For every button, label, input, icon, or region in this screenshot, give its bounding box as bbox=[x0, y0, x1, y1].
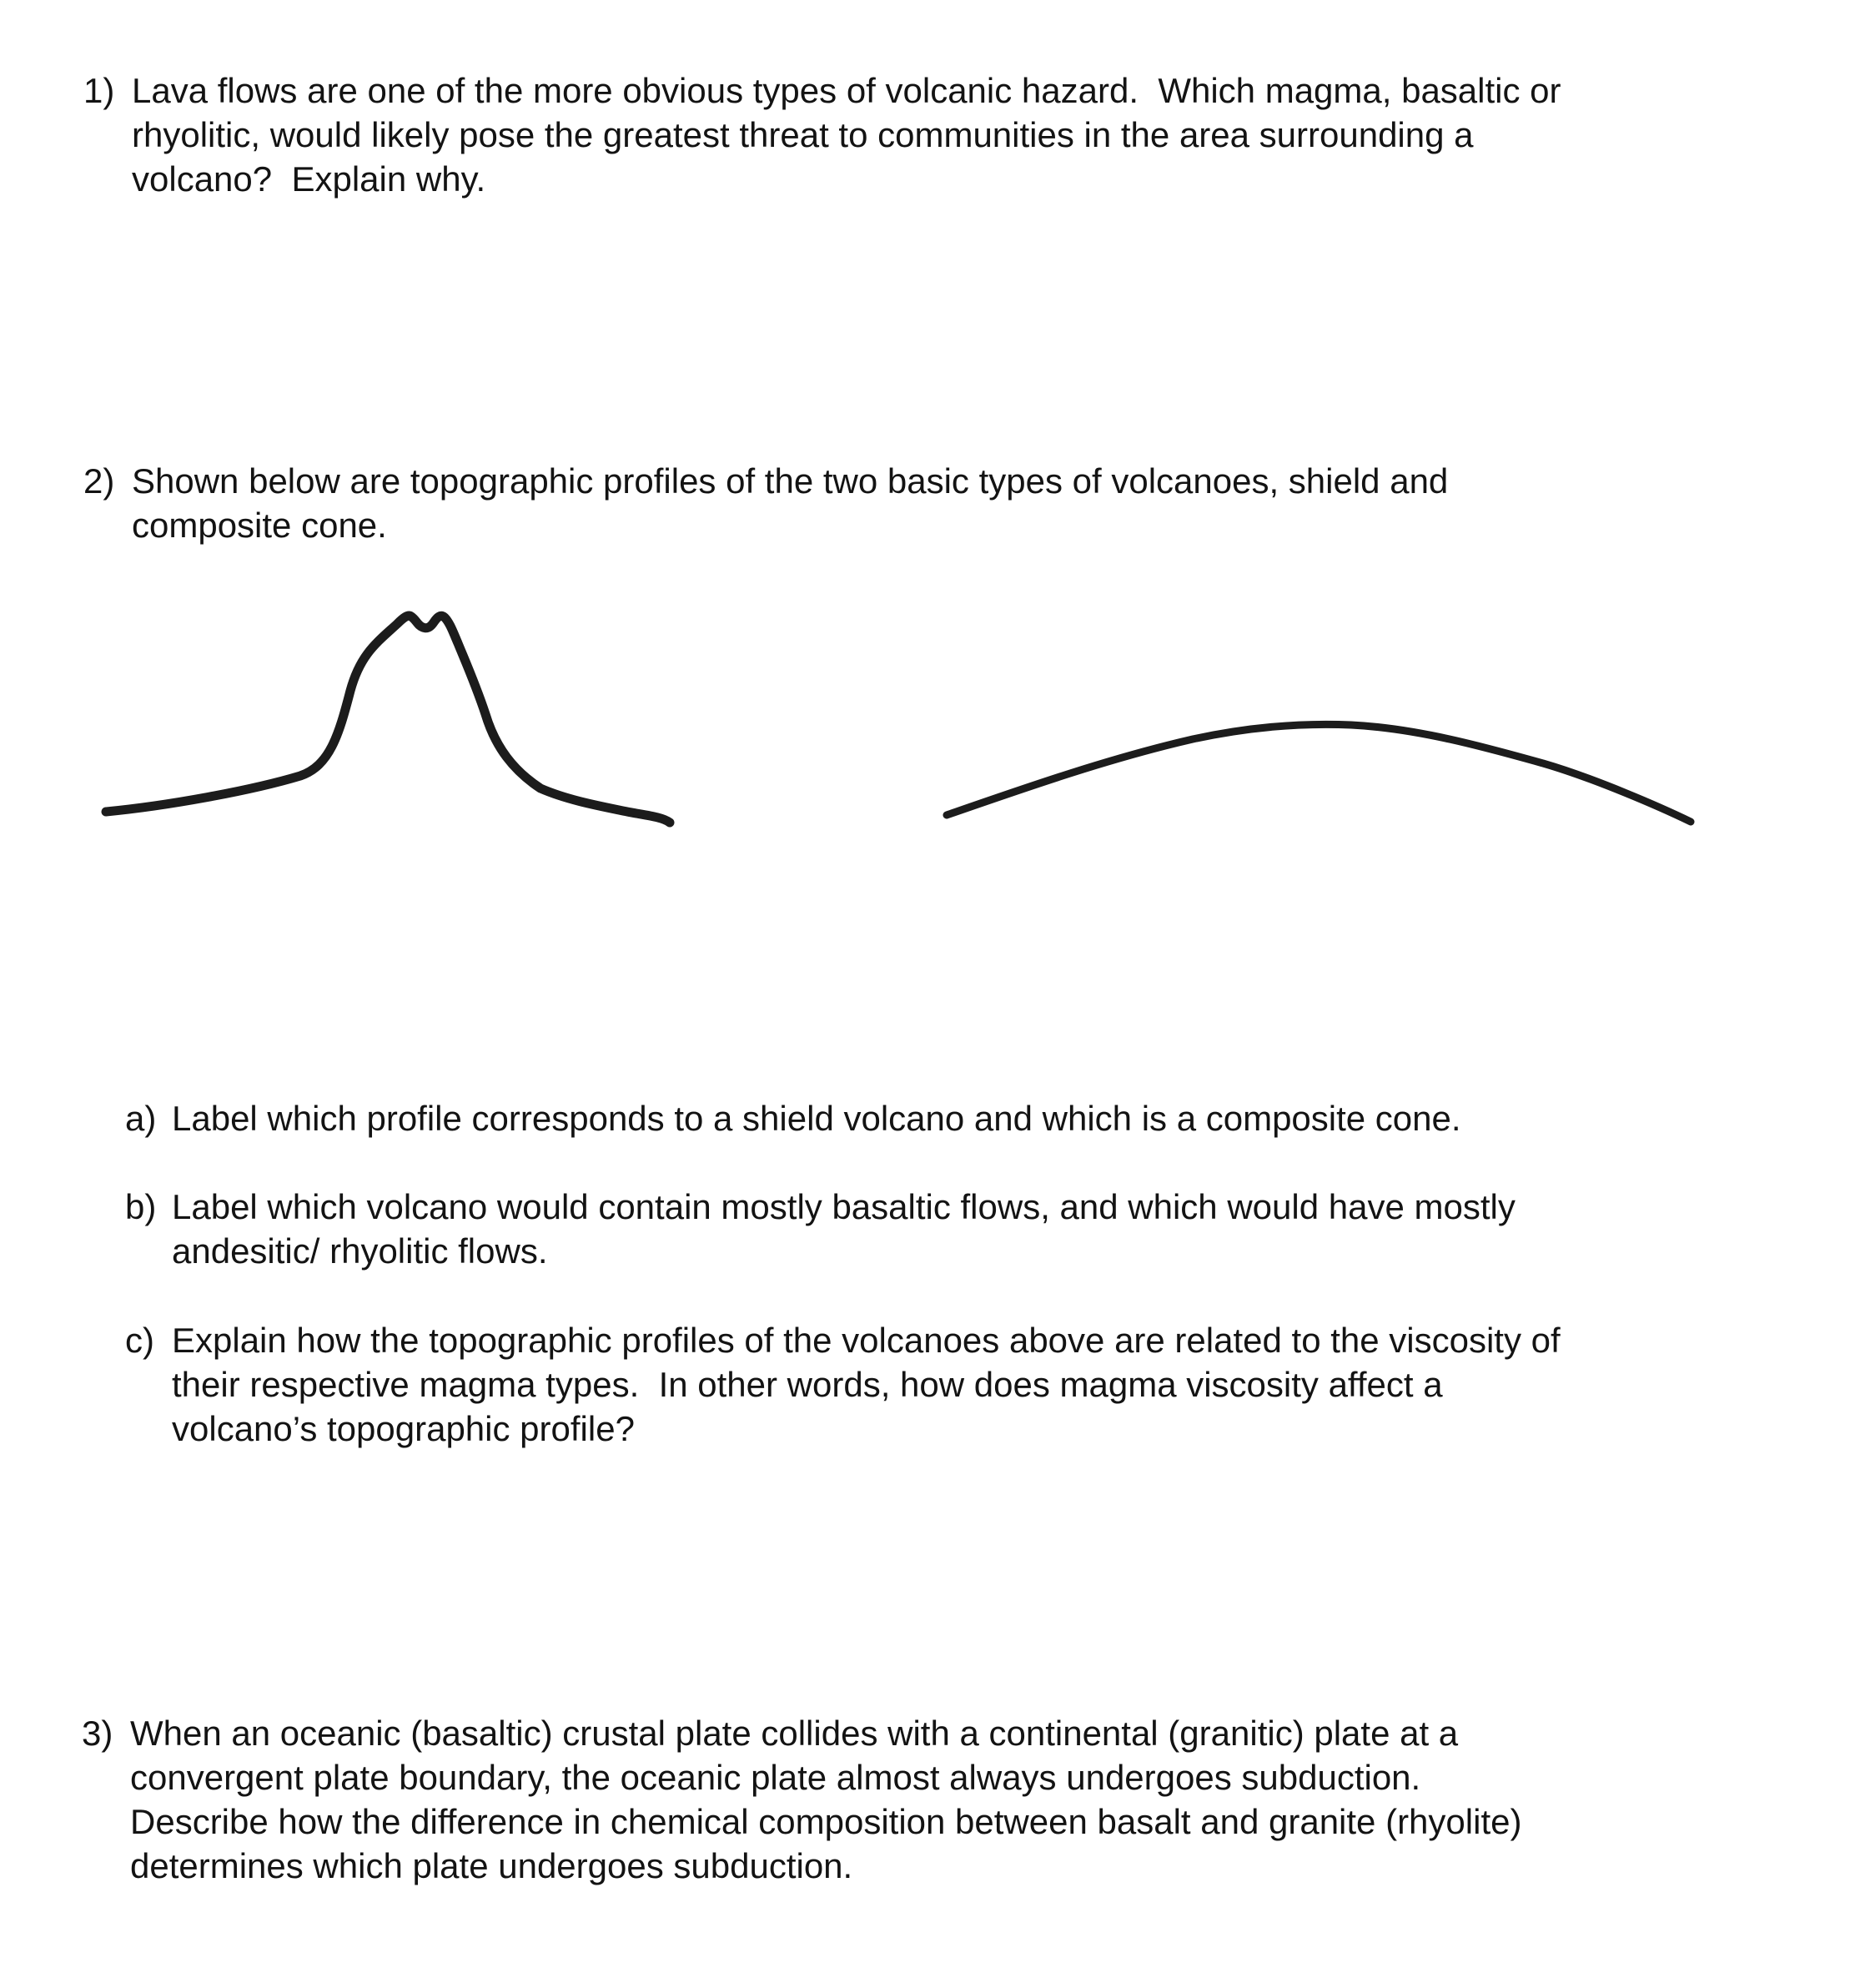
shield-volcano-profile-drawing bbox=[947, 724, 1691, 822]
question-2c-line-3: volcano’s topographic profile? bbox=[172, 1409, 635, 1448]
question-3-number: 3) bbox=[82, 1714, 113, 1753]
question-2-number: 2) bbox=[83, 461, 115, 501]
question-1-line-1: Lava flows are one of the more obvious types of volcanic hazard. Which magma, basaltic or bbox=[132, 71, 1561, 110]
question-2c-line-1: Explain how the topographic profiles of the volcanoes above are related to the viscosity of bbox=[172, 1321, 1561, 1360]
question-3-line-3: Describe how the difference in chemical composition between basalt and granite (rhyolite) bbox=[130, 1802, 1522, 1841]
question-3-line-1: When an oceanic (basaltic) crustal plate collides with a continental (granitic) plate at a bbox=[130, 1714, 1459, 1753]
question-1-line-3: volcano? Explain why. bbox=[132, 159, 486, 199]
question-3 bbox=[82, 1711, 1817, 1888]
question-2b-line-2: andesitic/ rhyolitic flows. bbox=[172, 1231, 548, 1271]
question-2c-line-2: their respective magma types. In other words, how does magma viscosity affect a bbox=[172, 1365, 1443, 1404]
question-2c bbox=[125, 1318, 1793, 1451]
question-1-text bbox=[132, 68, 1818, 201]
question-2b-text bbox=[172, 1185, 1793, 1273]
question-2-line-2: composite cone. bbox=[132, 506, 387, 545]
question-2a-letter: a) bbox=[125, 1099, 157, 1138]
question-2-line-1: Shown below are topographic profiles of the two basic types of volcanoes, shield and bbox=[132, 461, 1449, 501]
question-2-text bbox=[132, 459, 1818, 547]
question-2c-text bbox=[172, 1318, 1793, 1451]
question-2 bbox=[83, 459, 1818, 547]
question-1-line-2: rhyolitic, would likely pose the greatest threat to communities in the area surrounding a bbox=[132, 115, 1474, 154]
question-3-text bbox=[130, 1711, 1817, 1888]
question-2a-line-1: Label which profile corresponds to a shield volcano and which is a composite cone. bbox=[172, 1099, 1461, 1138]
question-3-line-4: determines which plate undergoes subduction. bbox=[130, 1846, 853, 1885]
composite-cone-profile-drawing bbox=[106, 616, 670, 823]
question-2a bbox=[125, 1096, 1793, 1140]
question-2c-letter: c) bbox=[125, 1321, 154, 1360]
question-1 bbox=[83, 68, 1818, 201]
question-2b-letter: b) bbox=[125, 1187, 157, 1226]
question-2b bbox=[125, 1185, 1793, 1273]
question-2b-line-1: Label which volcano would contain mostly basaltic flows, and which would have mostly bbox=[172, 1187, 1516, 1226]
question-3-line-2: convergent plate boundary, the oceanic plate almost always undergoes subduction. bbox=[130, 1758, 1421, 1797]
question-1-number: 1) bbox=[83, 71, 115, 110]
volcano-profiles-figure bbox=[0, 567, 1855, 918]
question-2a-text bbox=[172, 1096, 1793, 1140]
